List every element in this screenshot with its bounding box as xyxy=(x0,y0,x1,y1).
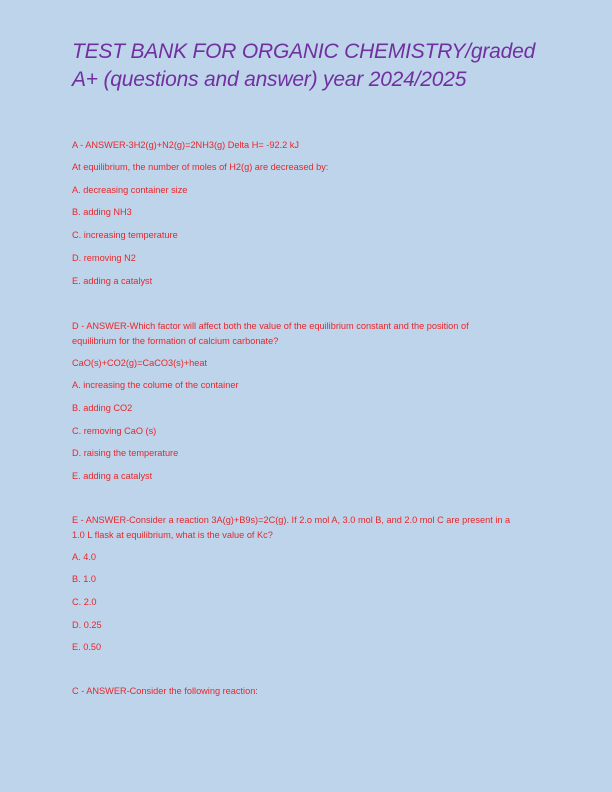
question-block-1 xyxy=(72,138,547,288)
document-title xyxy=(72,38,572,94)
question-answer-header-cont: 1.0 L flask at equilibrium, what is the value of Kc? xyxy=(72,529,273,540)
answer-option: C. increasing temperature xyxy=(72,230,178,241)
answer-option: A. decreasing container size xyxy=(72,184,188,195)
answer-option: A. increasing the colume of the container xyxy=(72,380,239,391)
answer-option: C. 2.0 xyxy=(72,596,97,607)
answer-option: B. adding CO2 xyxy=(72,402,133,413)
answer-option: C. removing CaO (s) xyxy=(72,425,157,436)
question-answer-header-cont: equilibrium for the formation of calcium carbonate? xyxy=(72,335,279,346)
title-line-1: TEST BANK FOR ORGANIC CHEMISTRY/graded xyxy=(72,40,536,63)
answer-option: D. removing N2 xyxy=(72,252,136,263)
question-answer-header: D - ANSWER-Which factor will affect both the value of the equilibrium constant and the position of xyxy=(72,321,469,331)
answer-option: E. adding a catalyst xyxy=(72,275,153,286)
question-answer-header: E - ANSWER-Consider a reaction 3A(g)+B9s)=2C(g). If 2.o mol A, 3.0 mol B, and 2.0 mol C are present in a xyxy=(72,515,511,525)
question-block-4 xyxy=(72,684,547,699)
answer-option: E. adding a catalyst xyxy=(72,471,153,482)
question-stem: CaO(s)+CO2(g)=CaCO3(s)+heat xyxy=(72,357,208,368)
answer-option: A. 4.0 xyxy=(72,551,97,562)
question-block-3 xyxy=(72,513,547,655)
answer-option: B. adding NH3 xyxy=(72,207,132,218)
answer-option: B. 1.0 xyxy=(72,574,97,585)
question-block-2 xyxy=(72,319,547,484)
answer-option: D. 0.25 xyxy=(72,619,102,630)
answer-option: E. 0.50 xyxy=(72,642,102,653)
title-line-2: A+ (questions and answer) year 2024/2025 xyxy=(72,68,467,91)
answer-option: D. raising the temperature xyxy=(72,448,179,459)
question-answer-header: C - ANSWER-Consider the following reaction: xyxy=(72,686,258,696)
question-stem: At equilibrium, the number of moles of H2(g) are decreased by: xyxy=(72,162,329,173)
question-answer-header: A - ANSWER-3H2(g)+N2(g)=2NH3(g) Delta H= -92.2 kJ xyxy=(72,140,299,150)
